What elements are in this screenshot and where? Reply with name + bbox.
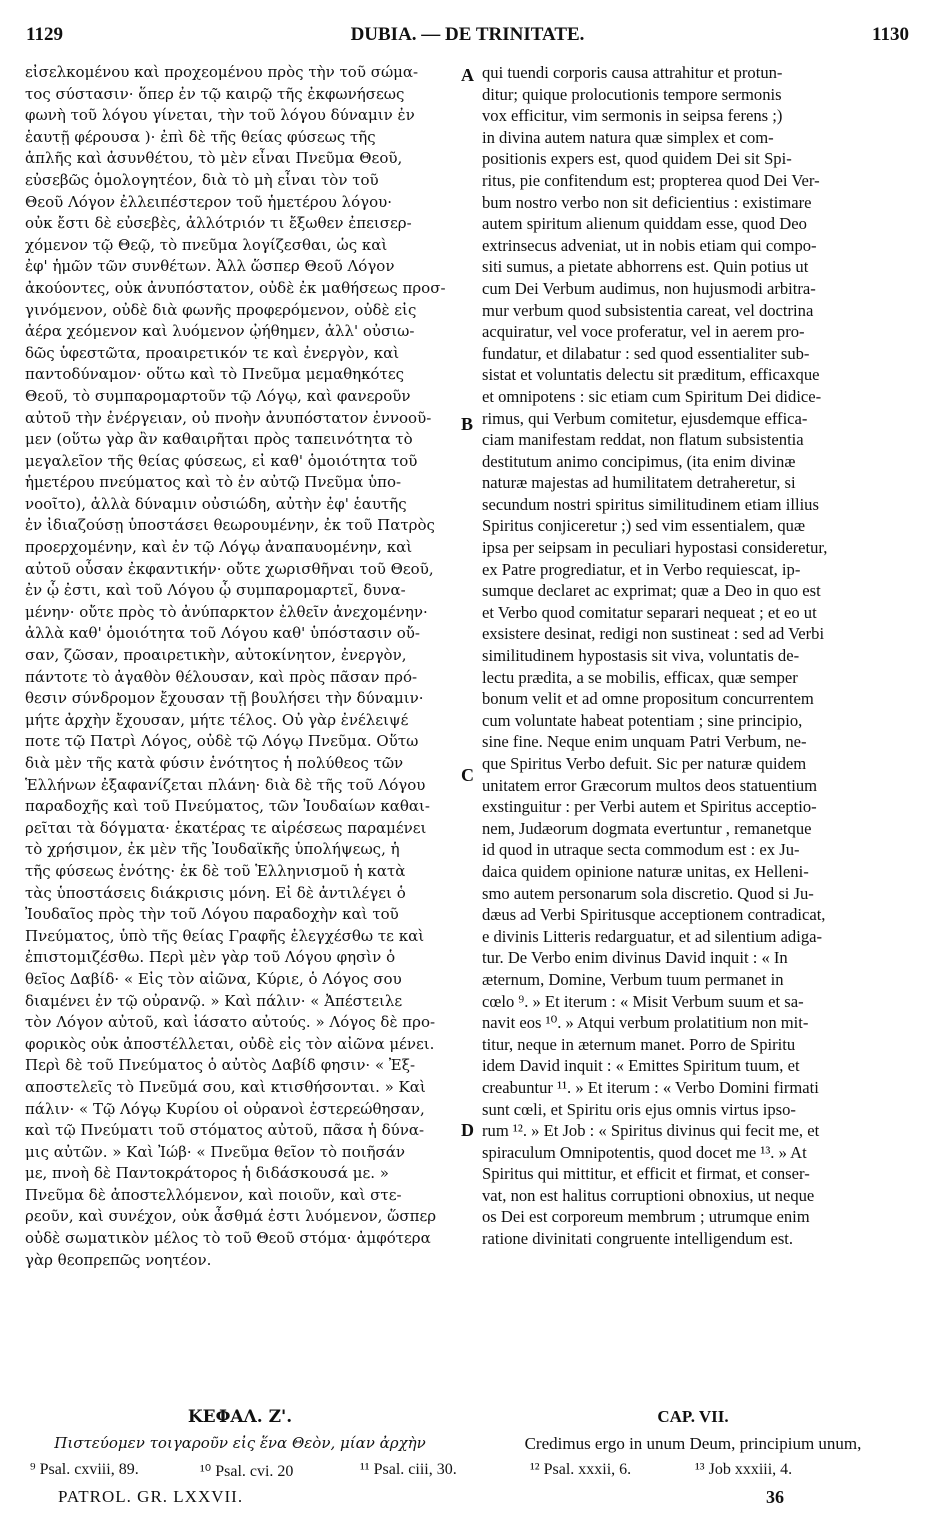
greek-text-line: Πνεύματος, ὑπὸ τῆς θείας Γραφῆς ἐλεγχέσθω τε καὶ <box>25 926 425 945</box>
latin-text-line: in divina autem natura quæ simplex et com- <box>482 127 774 147</box>
latin-text-line: ipsa per seipsam in peculiari hypostasi consideretur, <box>482 538 828 558</box>
greek-text-line: φορικὸς οὐκ ἀποστέλλεται, οὐδὲ εἰς τὸν αἰῶνα μένει. <box>25 1034 435 1053</box>
footnote: ¹³ Job xxxiii, 4. <box>695 1461 793 1478</box>
greek-text-column <box>25 62 455 1271</box>
greek-text-line: Θεοῦ, τὸ συμπαρομαρτοῦν τῷ Λόγῳ, καὶ φανεροῦν <box>25 386 411 405</box>
greek-text-line: γινόμενον, οὐδὲ διὰ φωνῆς προφερόμενον, οὐδὲ εἰς <box>25 300 417 319</box>
greek-text-line: αὐτοῦ οὖσαν ἐκφαντικήν· οὔτε χωρισθῆναι τοῦ Θεοῦ, <box>25 559 434 578</box>
latin-text-line: daica quidem opinione naturæ unitas, ex Helleni- <box>482 861 809 881</box>
greek-text-line: πάντοτε τὸ ἀγαθὸν θέλουσαν, καὶ πρὸς πᾶσαν πρό- <box>25 667 418 686</box>
greek-text-line: οὐδὲ σωματικὸν μέλος τὸ τοῦ Θεοῦ στόμα· ἀμφότερα <box>25 1229 431 1248</box>
latin-text-column <box>482 62 904 1250</box>
latin-text-line: spiraculum Omnipotentis, quod docet me ¹³. » At <box>482 1142 807 1162</box>
greek-text-line: εὐσεβῶς ὁμολογητέον, διὰ τὸ μὴ εἶναι τὸν τοῦ <box>25 170 379 189</box>
latin-text-line: rum ¹². » Et Job : « Spiritus divinus qui fecit me, et <box>482 1121 820 1141</box>
greek-text-line: ποτε τῷ Πατρὶ Λόγος, οὐδὲ τῷ Λόγῳ Πνεῦμα. Οὕτω <box>25 732 419 751</box>
latin-text-line: idem David inquit : « Emittes Spiritum tuum, et <box>482 1056 800 1076</box>
greek-text-line: μεγαλεῖον τῆς θείας φύσεως, εἰ καθ' ὁμοιότητα τοῦ <box>25 451 418 470</box>
latin-text-line: extrinsecus adveniat, ut in nobis etiam qui compo- <box>482 235 817 255</box>
latin-text-line: ritus, pie confitendum est; propterea quod Dei Ver- <box>482 170 820 190</box>
latin-text-line: destitutum animo concipimus, (ita enim divinæ <box>482 451 796 471</box>
greek-text-line: διὰ μὲν τῆς κατὰ φύσιν ἑνότητος ἡ πολύθεος τῶν <box>25 754 404 772</box>
margin-letter-c: C <box>461 765 474 785</box>
greek-text-line: ρεῖται τὰ δόγματα· ἑκατέρας τε αἱρέσεως παραμένει <box>25 818 427 837</box>
footer-series: PATROL. GR. LXXVII. <box>58 1487 244 1506</box>
greek-text-line: οὐκ ἔστι δὲ εὐσεβὲς, ἀλλότριόν τι ἔξωθεν ἐπεισερ- <box>25 214 412 233</box>
latin-text-line: nem, Judæorum dogmata evertuntur , remanetque <box>482 818 812 838</box>
greek-text-line: Ἑλλήνων ἐξαφανίζεται πλάνη· διὰ δὲ τῆς τοῦ Λόγου <box>25 775 426 794</box>
greek-text-line: ἁπλῆς καὶ ἀσυνθέτου, τὸ μὲν εἶναι Πνεῦμα Θεοῦ, <box>25 149 403 168</box>
latin-text-line: bonum velit et ad omne propositum concurrentem <box>482 689 814 709</box>
greek-text-line: σαν, ζῶσαν, προαιρετικὴν, αὐτοκίνητον, ἐνεργὸν, <box>25 646 407 665</box>
latin-text-line: positionis expers est, quod quidem Dei sit Spi- <box>482 149 792 169</box>
greek-text-line: μήτε ἀρχὴν ἔχουσαν, μήτε τέλος. Οὐ γὰρ ἐνέλειψέ <box>25 710 409 729</box>
margin-letter-a: A <box>461 65 474 85</box>
latin-text-line: acquiratur, vel voce proferatur, vel in aerem pro- <box>482 322 805 342</box>
greek-text-line: παντοδύναμον· οὕτω καὶ τὸ Πνεῦμα μεμαθηκότες <box>25 365 404 384</box>
latin-text-line: cum Dei Verbum audimus, non hujusmodi arbitra- <box>482 278 816 298</box>
greek-text-line: γὰρ θεοπρεπῶς νοητέον. <box>25 1250 212 1269</box>
latin-text-line: siti sumus, a pietate abhorrens est. Quin potius ut <box>482 257 809 277</box>
latin-text-line: qui tuendi corporis causa attrahitur et protun- <box>482 63 783 82</box>
greek-text-line: ἑαυτῇ φέρουσα )· ἐπὶ δὲ τῆς θείας φύσεως τῆς <box>25 127 376 146</box>
latin-text-line: similitudinem hypostasis sit viva, voluntatis de- <box>482 646 800 666</box>
latin-text-line: sine fine. Neque enim unquam Patri Verbum, ne- <box>482 732 807 752</box>
greek-text-line: παραδοχῆς καὶ τοῦ Πνεύματος, τῶν Ἰουδαίων καθαι- <box>25 797 430 816</box>
latin-text-line: autem spiritum alienum quiddam esse, quod Deo <box>482 214 807 234</box>
greek-text-line: τὸν Λόγον αὐτοῦ, καὶ ἰάσατο αὐτούς. » Λόγος δὲ προ- <box>25 1013 436 1032</box>
latin-text-line: æternum, Domine, Verbum tuum permanet in <box>482 969 784 989</box>
latin-text-line: mur verbum quod subsistentia careat, vel doctrina <box>482 300 814 320</box>
running-header <box>26 24 909 52</box>
latin-text-line: ex Patre progrediatur, et in Verbo requiescat, ip- <box>482 559 801 579</box>
latin-text-line: id quod in utraque secta commodum est : ex Ju- <box>482 840 800 860</box>
latin-text-line: lectu prædita, a se mobilis, efficax, quæ semper <box>482 667 798 687</box>
footnote: ¹¹ Psal. ciii, 30. <box>360 1461 457 1478</box>
chapter-start-latin: Credimus ergo in unum Deum, principium unum, <box>524 1434 862 1453</box>
latin-text-line: e divinis Litteris redarguatur, et ad silentium adiga- <box>482 926 823 946</box>
page-number-left: 1129 <box>26 24 63 45</box>
greek-text-line: τῆς φύσεως ἑνότης· ἐκ δὲ τοῦ Ἑλληνισμοῦ ἡ κατὰ <box>25 861 406 880</box>
latin-text-line: ciam manifestam reddat, non flatum subsistentia <box>482 430 804 450</box>
latin-text-line: Spiritus qui mittitur, et efficit et firmat, et conser- <box>482 1164 810 1184</box>
chapter-heading-latin: CAP. VII. <box>657 1407 729 1426</box>
latin-text-line: cum voluntate habeat potentiam ; sine principio, <box>482 710 803 730</box>
greek-text-line: ἀλλὰ καθ' ὁμοιότητα τοῦ Λόγου καθ' ὑπόστασιν οὔ- <box>25 624 420 643</box>
latin-text-line: dæus ad Verbi Spiritusque acceptionem contradicat, <box>482 905 826 925</box>
footnote: ¹² Psal. xxxii, 6. <box>530 1461 632 1478</box>
page-number-right: 1130 <box>872 24 909 45</box>
greek-text-line: ἐφ' ἡμῶν τῶν συνθέτων. Ἀλλ ὥσπερ Θεοῦ Λόγον <box>25 257 395 276</box>
latin-text-line: tur. De Verbo enim divinus David inquit : « In <box>482 948 788 968</box>
latin-text-line: unitatem error Græcorum multos deos statuentium <box>482 775 818 795</box>
greek-text-line: εἰσελκομένου καὶ προχεομένου πρὸς τὴν τοῦ σώμα- <box>25 63 419 81</box>
latin-text-line: titur, neque in æternum manet. Porro de Spiritu <box>482 1034 796 1054</box>
chapter-start-greek: Πιστεύομεν τοιγαροῦν εἰς ἕνα Θεὸν, μίαν ἀρχὴν <box>54 1434 426 1452</box>
margin-letter-b: B <box>461 414 474 434</box>
latin-text-line: bum nostro verbo non sit deficientius : existimare <box>482 192 812 212</box>
greek-text-line: ἐν ἰδιαζούσῃ ὑποστάσει θεωρουμένην, ἐκ τοῦ Πατρὸς <box>25 516 435 535</box>
greek-text-line: Θεοῦ Λόγον ἐλλειπέστερον τοῦ ἡμετέρου λόγου· <box>25 192 393 211</box>
greek-text-line: ἀέρα χεόμενον καὶ λυόμενον ᾠήθημεν, ἀλλ' οὐσιω- <box>25 322 415 341</box>
greek-text-line: ἀκούοντες, οὐκ ἀνυπόστατον, οὐδὲ ἐκ μαθήσεως προσ- <box>25 278 446 297</box>
latin-text-line: et Verbo quod comitatur separari nequeat ; et eo ut <box>482 602 817 622</box>
latin-text-line: sunt cœli, et Spiritu oris ejus omnis virtus ipso- <box>482 1099 796 1119</box>
greek-text-line: προερχομένην, καὶ ἐν τῷ Λόγῳ ἀναπαυομένην, καὶ <box>25 538 413 557</box>
latin-text-line: sistat et voluntatis delectu sit præditum, efficaxque <box>482 365 820 385</box>
greek-text-line: διαμένει ἐν τῷ οὐρανῷ. » Καὶ πάλιν· « Ἀπέστειλε <box>25 991 403 1010</box>
footer-signature: 36 <box>766 1487 784 1507</box>
greek-text-line: φωνὴ τοῦ λόγου γίνεται, τὴν τοῦ λόγου δύναμιν ἐν <box>25 106 415 125</box>
greek-text-line: αποστελεῖς τὸ Πνεῦμά σου, καὶ κτισθήσονται. » Καὶ <box>25 1077 426 1096</box>
greek-text-line: θεσιν σύνδρομον ἔχουσαν τῇ βουλήσει τὴν δύναμιν· <box>25 689 424 708</box>
greek-text-line: χόμενον τῷ Θεῷ, τὸ πνεῦμα λογίζεσθαι, ὡς καὶ <box>25 235 388 254</box>
greek-text-line: μένην· οὔτε πρὸς τὸ ἀνύπαρκτον ἐλθεῖν ἀνεχομένην· <box>25 602 428 621</box>
latin-text-line: et omnipotens : sic etiam cum Spiritum Dei didice- <box>482 386 822 406</box>
latin-text-line: que Spiritus Verbo defuit. Sic per naturæ quidem <box>482 754 807 773</box>
latin-text-line: vox efficitur, vim sermonis in seipsa ferens ;) <box>482 106 783 126</box>
margin-letter-d: D <box>461 1120 474 1140</box>
latin-text-line: rimus, qui Verbum comitetur, ejusdemque effica- <box>482 408 808 428</box>
latin-text-line: secundum nostri spiritus similitudinem etiam illius <box>482 494 819 514</box>
latin-text-line: smo autem personarum sola discretio. Quod si Ju- <box>482 883 814 903</box>
footnote: ¹⁰ Psal. cvi. 20 <box>200 1463 294 1480</box>
latin-text-line: navit eos ¹⁰. » Atqui verbum prolatitium non mit- <box>482 1013 809 1033</box>
footnote: ⁹ Psal. cxviii, 89. <box>30 1461 139 1478</box>
greek-text-line: αὐτοῦ τὴν ἐνέργειαν, οὐ πνοὴν ἀνυπόστατον ἐννοοῦ- <box>25 408 432 427</box>
greek-text-line: τὰς ὑποστάσεις διάκρισις μόνη. Εἰ δὲ ἀντιλέγει ὁ <box>25 883 406 902</box>
latin-text-line: cœlo ⁹. » Et iterum : « Misit Verbum suum et sa- <box>482 991 804 1011</box>
greek-text-line: με, πνοὴ δὲ Παντοκράτορος ἡ διδάσκουσά με. » <box>25 1164 389 1183</box>
latin-text-line: naturæ majestas ad humilitatem detraheretur, si <box>482 473 796 493</box>
latin-text-line: sumque declaret ac exprimat; quæ a Deo in quo est <box>482 581 821 601</box>
latin-text-line: fundatur, et dilabatur : sed quod essentialiter sub- <box>482 343 810 363</box>
chapter-heading-greek: ΚΕΦΑΛ. Ζ'. <box>187 1407 293 1427</box>
greek-text-line: μις αὐτῶν. » Καὶ Ἰώβ· « Πνεῦμα θεῖον τὸ ποιῆσάν <box>25 1142 406 1161</box>
greek-text-line: ἐν ᾧ ἐστι, καὶ τοῦ Λόγου ᾧ συμπαρομαρτεῖ, δυνα- <box>25 581 406 600</box>
latin-text-line: ratione divinitati congruente intelligendum est. <box>482 1229 794 1249</box>
greek-text-line: τος σύστασιν· ὅπερ ἐν τῷ καιρῷ τῆς ἐκφωνήσεως <box>25 84 405 103</box>
running-title: DUBIA. — DE TRINITATE. <box>350 24 585 45</box>
footnotes <box>30 1461 871 1483</box>
greek-text-line: πάλιν· « Τῷ Λόγῳ Κυρίου οἱ οὐρανοὶ ἐστερεώθησαν, <box>25 1099 425 1118</box>
latin-text-line: creabuntur ¹¹. » Et iterum : « Verbo Domini firmati <box>482 1077 819 1097</box>
latin-text-line: ditur; quique prolocutionis tempore sermonis <box>482 84 782 104</box>
greek-text-line: θεῖος Δαβίδ· « Εἰς τὸν αἰῶνα, Κύριε, ὁ Λόγος σου <box>25 969 402 988</box>
greek-text-line: ἡμετέρου πνεύματος καὶ τὸ ἐν αὐτῷ Πνεῦμα ὑπο- <box>25 473 402 492</box>
greek-text-line: Πνεῦμα δὲ ἀποστελλόμενον, καὶ ποιοῦν, καὶ στε- <box>25 1185 402 1204</box>
greek-text-line: μεν (οὕτω γὰρ ἂν καθαιρῆται πρὸς ταπεινότητα τὸ <box>25 430 413 449</box>
greek-text-line: ἐπιστομιζέσθω. Περὶ μὲν γὰρ τοῦ Λόγου φησὶν ὁ <box>25 948 396 967</box>
greek-text-line: Περὶ δὲ τοῦ Πνεύματος ὁ αὐτὸς Δαβίδ φησιν· « Ἐξ- <box>25 1056 416 1075</box>
latin-text-line: os Dei est corporeum membrum ; utrumque enim <box>482 1207 810 1227</box>
greek-text-line: τὸ χρήσιμον, ἐκ μὲν τῆς Ἰουδαϊκῆς ὑπολήψεως, ἡ <box>25 840 400 859</box>
latin-text-line: vat, non est halitus corruptioni obnoxius, ut neque <box>482 1185 815 1205</box>
latin-text-line: exsistere desinat, redigi non sustineat : sed ad Verbi <box>482 624 825 644</box>
greek-text-line: δῶς ὑφεστῶτα, προαιρετικόν τε καὶ ἐνεργὸν, καὶ <box>25 343 400 362</box>
greek-text-line: ρεοῦν, καὶ συνέχον, οὐκ ἆσθμά ἐστι λυόμενον, ὥσπερ <box>25 1207 437 1226</box>
greek-text-line: Ἰουδαῖος πρὸς τὴν τοῦ Λόγου παραδοχὴν καὶ τοῦ <box>25 905 399 924</box>
greek-text-line: καὶ τῷ Πνεύματι τοῦ στόματος αὐτοῦ, πᾶσα ἡ δύνα- <box>25 1121 425 1140</box>
latin-text-line: Spiritus conjiceretur ;) sed vim essentialem, quæ <box>482 516 806 536</box>
latin-text-line: exstinguitur : per Verbi autem et Spiritus acceptio- <box>482 797 817 817</box>
greek-text-line: νοοῖτο), ἀλλὰ δύναμιν οὐσιώδη, αὐτὴν ἐφ' ἑαυτῆς <box>25 494 407 513</box>
